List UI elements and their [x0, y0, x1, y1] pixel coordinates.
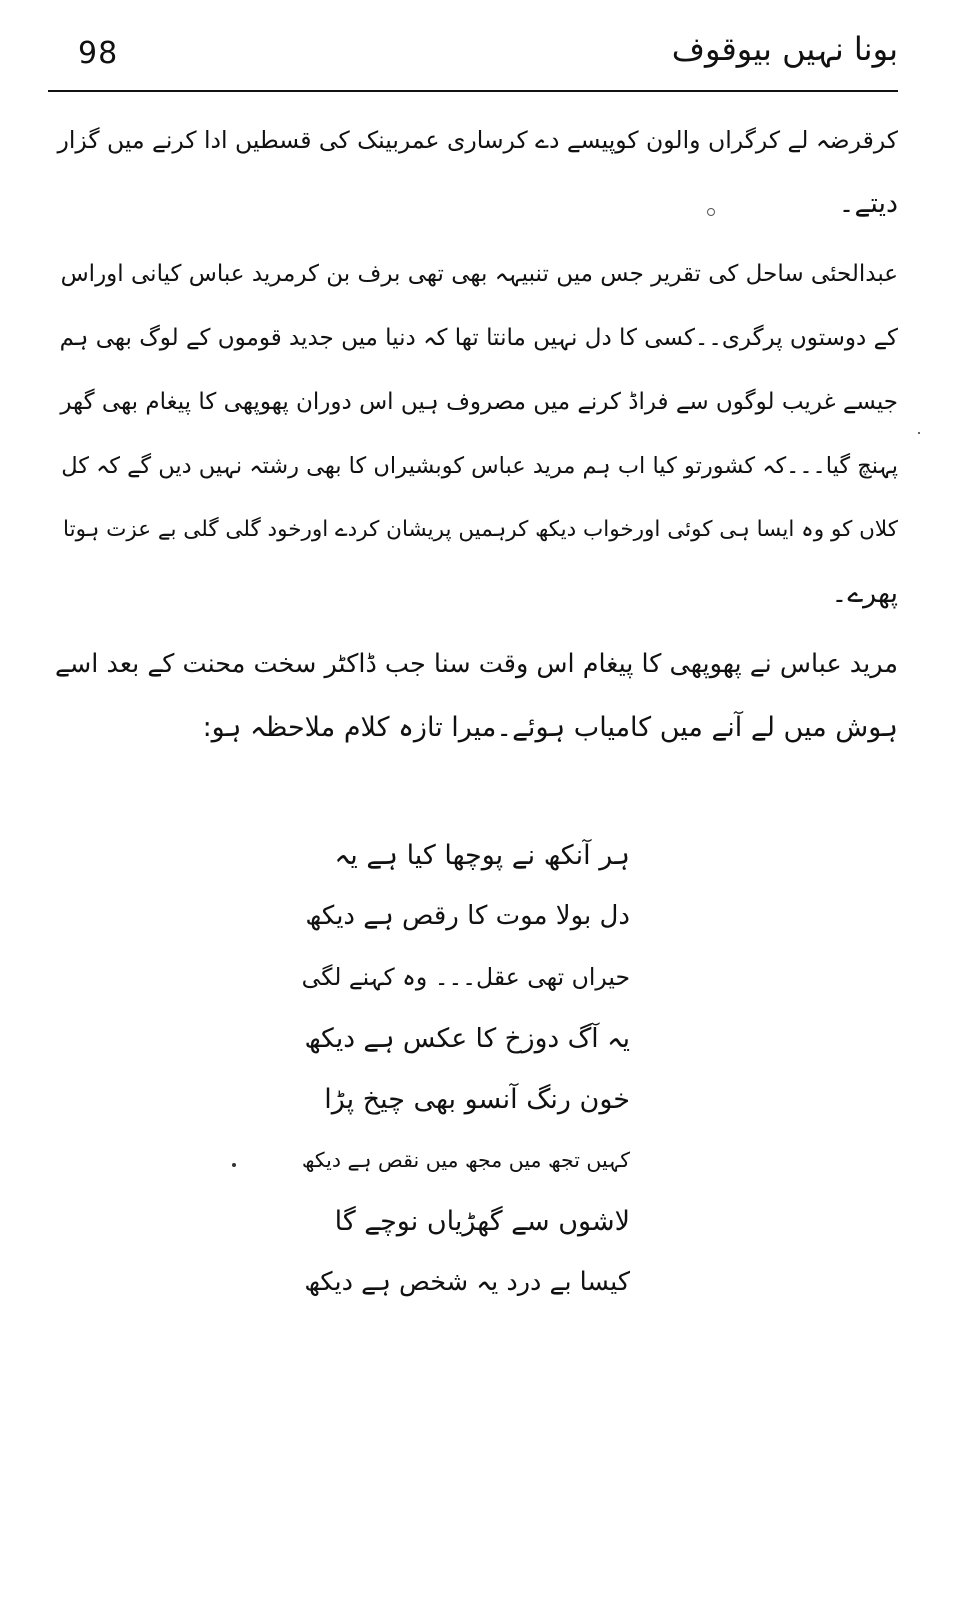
paragraph-3 [48, 632, 898, 760]
text-line: مرید عباس نے پھوپھی کا پیغام اس وقت سنا جب ڈاکٹر سخت محنت کے بعد اسے [54, 649, 898, 679]
poem-line: حیراں تھی عقل۔۔۔ وہ کہنے لگی [301, 963, 630, 991]
text-line: جیسے غریب لوگوں سے فراڈ کرنے میں مصروف ہیں اس دوران پھوپھی کا پیغام بھی گھر [60, 389, 898, 415]
page-number: 98 [78, 36, 119, 71]
scan-speck [707, 208, 715, 216]
book-title: بونا نہیں بیوقوف [671, 30, 898, 68]
poem-line: خون رنگ آنسو بھی چیخ پڑا [324, 1084, 630, 1115]
poem-line: یہ آگ دوزخ کا عکس ہے دیکھ [304, 1023, 630, 1054]
scan-speck [918, 432, 920, 434]
text-line: ہوش میں لے آنے میں کامیاب ہوئے۔میرا تازہ کلام ملاحظہ ہو: [202, 712, 898, 743]
text-line: دیتے۔ [838, 188, 898, 219]
text-line: کرقرضہ لے کرگراں والون کوپیسے دے کرساری عمربینک کی قسطیں ادا کرنے میں گزار [57, 126, 898, 154]
poem-line: لاشوں سے گھڑیاں نوچے گا [334, 1206, 630, 1237]
text-line: پھرے۔ [831, 578, 898, 609]
body-text [48, 108, 898, 766]
poem-line: ہر آنکھ نے پوچھا کیا ہے یہ [334, 840, 630, 871]
poem-line: دل بولا موت کا رقص ہے دیکھ [305, 901, 630, 931]
poem-line: کیسا بے درد یہ شخص ہے دیکھ [304, 1267, 630, 1297]
running-header [48, 28, 898, 92]
poem [300, 825, 630, 1313]
poem-line: کہیں تجھ میں مجھ میں نقص ہے دیکھ [301, 1148, 630, 1172]
text-line: کے دوستوں پرگری۔۔کسی کا دل نہیں مانتا تھا کہ دنیا میں جدید قوموں کے لوگ بھی ہم [59, 325, 898, 351]
paragraph-2 [48, 242, 898, 626]
paragraph-1 [48, 108, 898, 236]
text-line: پہنچ گیا۔۔۔کہ کشورتو کیا اب ہم مرید عباس کوبشیراں کا بھی رشتہ نہیں دیں گے کہ کل [61, 453, 898, 479]
scan-speck [232, 1163, 236, 1167]
text-line: عبدالحئی ساحل کی تقریر جس میں تنبیہہ بھی تھی برف بن کرمرید عباس کیانی اوراس [60, 261, 898, 287]
text-line: کلاں کو وہ ایسا ہی کوئی اورخواب دیکھ کرہمیں پریشان کردے اورخود گلی گلی بے عزت ہوتا [63, 517, 898, 542]
